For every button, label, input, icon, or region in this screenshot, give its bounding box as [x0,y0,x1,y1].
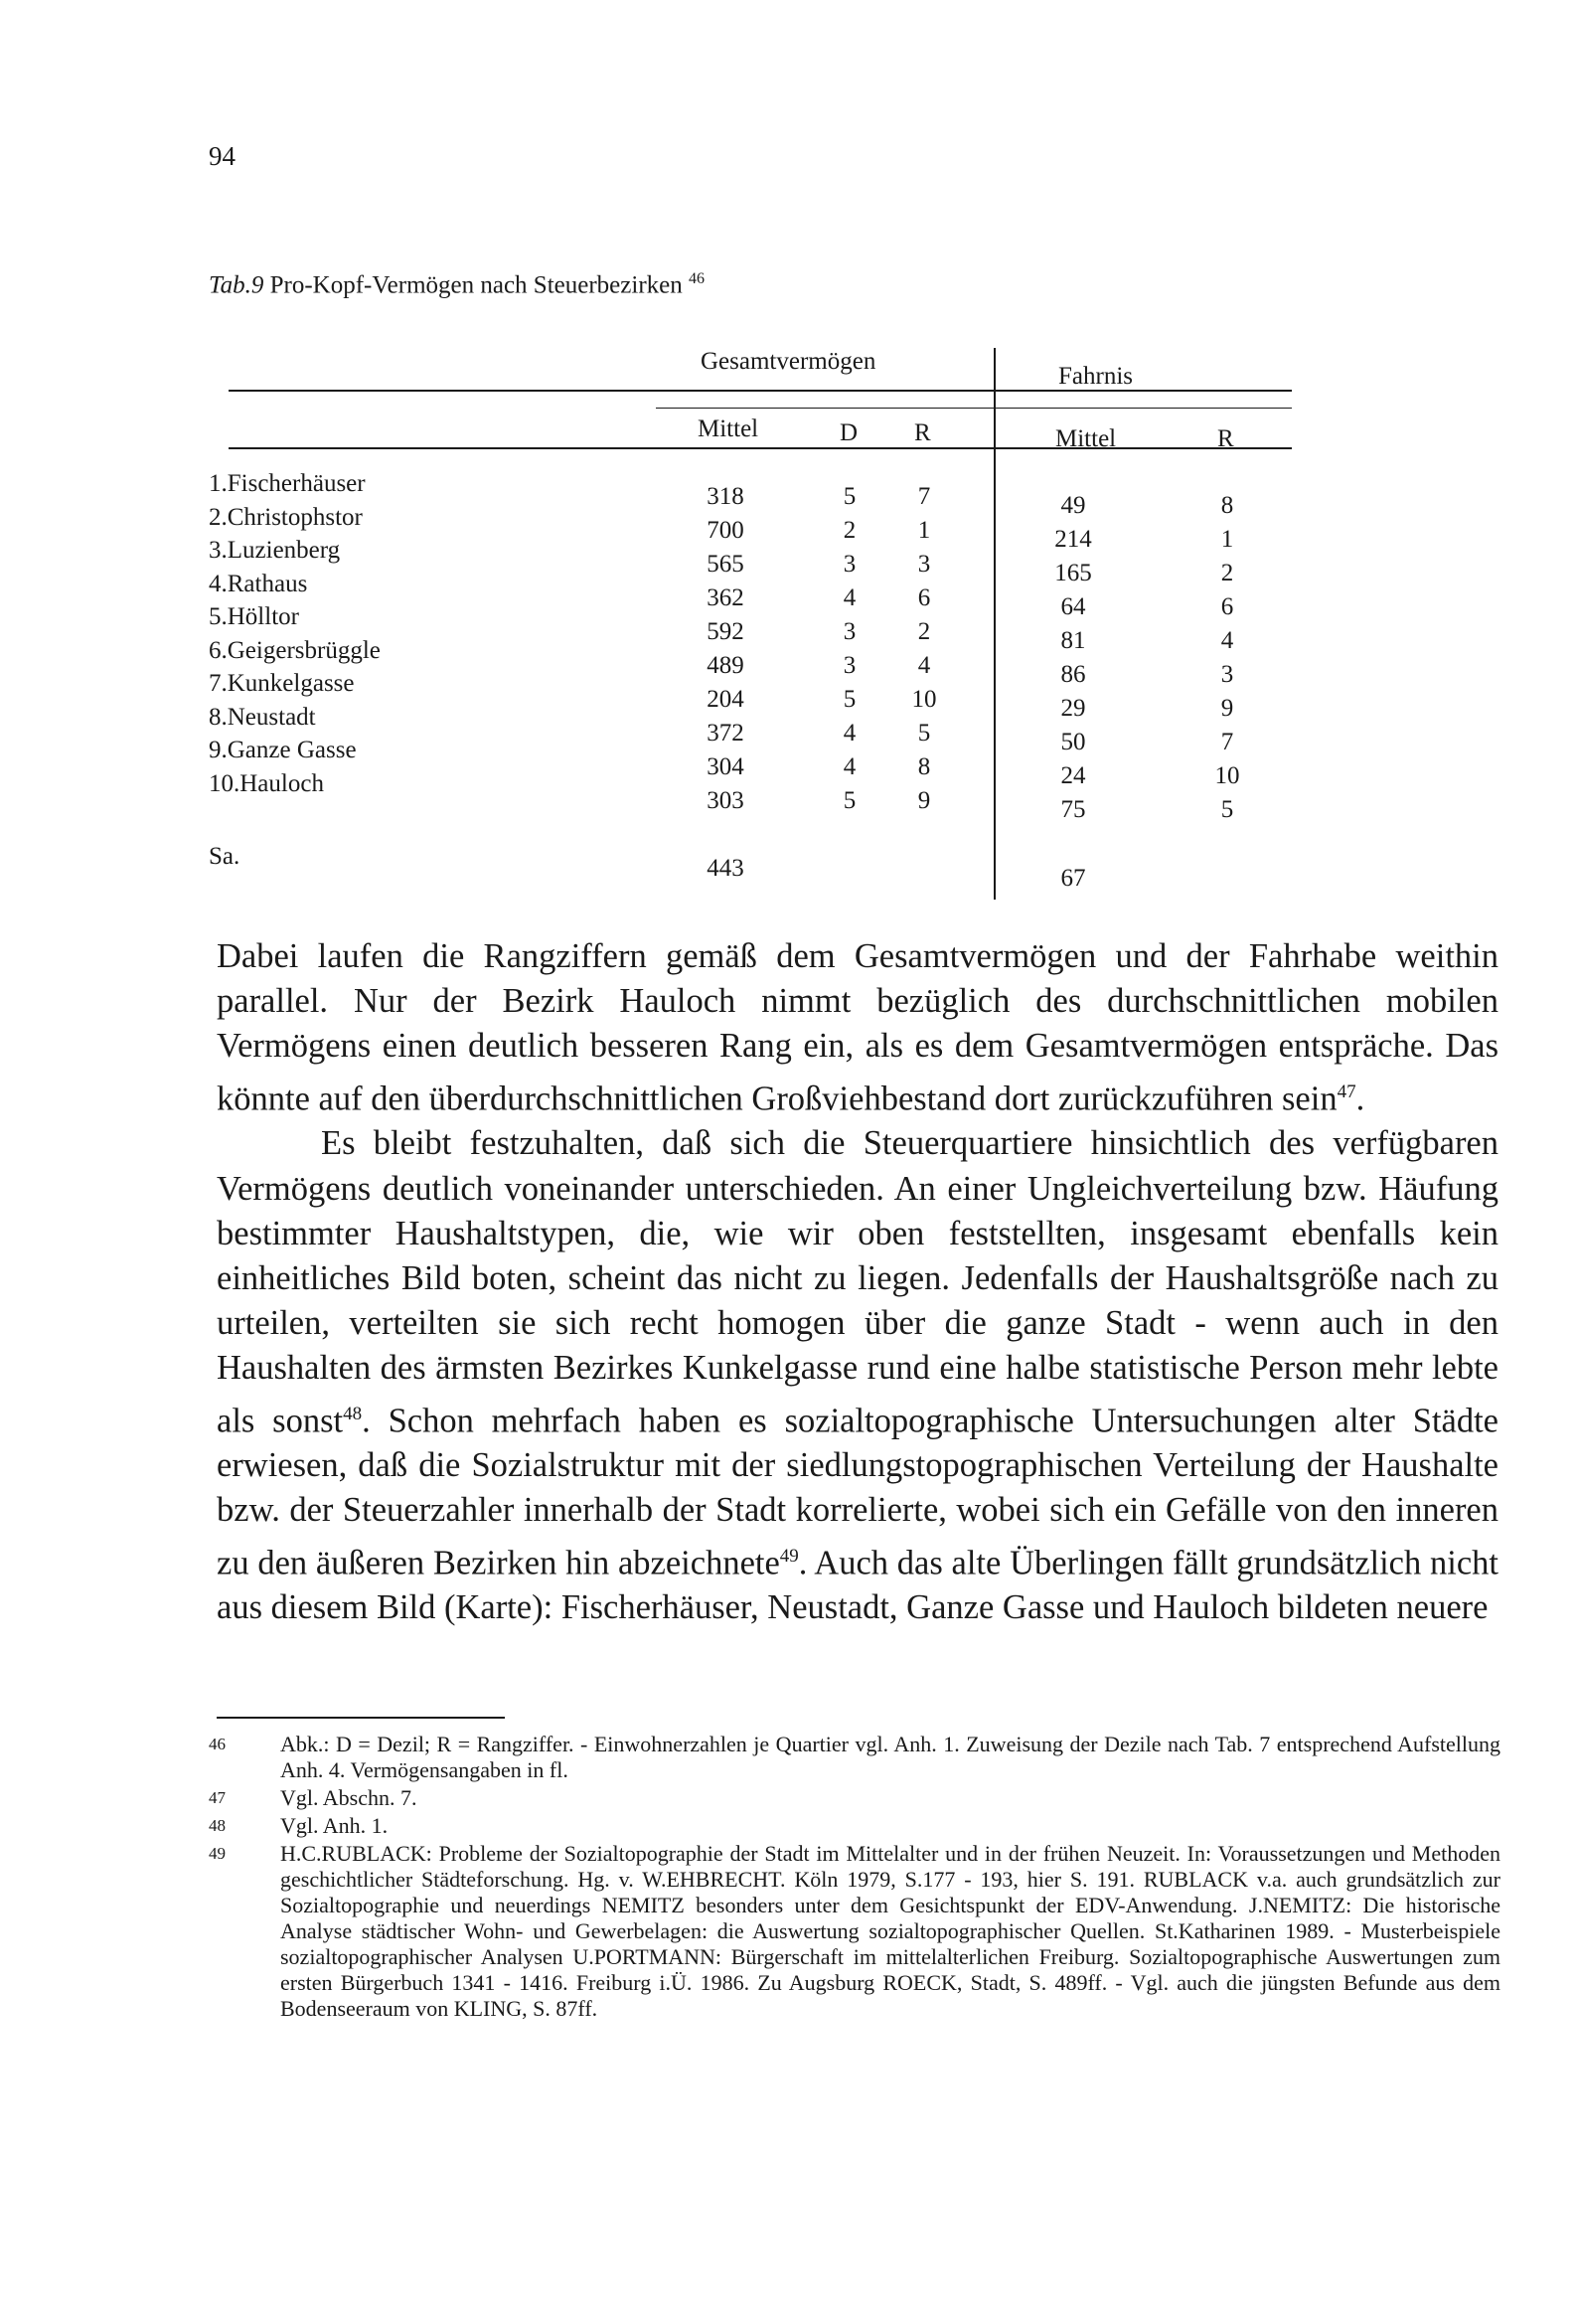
table-cell: 9 [1220,695,1234,722]
district-name: 7.Kunkelgasse [209,670,355,697]
header-fahrnis: Fahrnis [1058,363,1133,390]
footnote-number: 49 [209,1844,226,1863]
footnote-number: 46 [209,1735,226,1753]
paragraph: Es bleibt festzuhalten, daß sich die Steuerquartiere hinsichtlich des verfügbaren Vermögens deutlich voneinander unterschieden. An einer Ungleichverteilung bzw. Häufung bestimmter Haushaltstypen, die, wie wir oben feststellten, insgesamt ebenfalls kein einheitliches Bild boten, scheint das nicht zu liegen. Jedenfalls der Haushaltsgröße nach zu urteilen, verteilten sie sich recht homogen über die ganze Stadt - wenn auch in den Haushalten des ärmsten Bezirkes Kunkelgasse rund eine halbe statistische Person mehr lebte als sonst$^{48}$. Schon mehrfach haben es sozialtopographische Untersuchungen alter Städte erwiesen, daß die Sozialstruktur mit der siedlungstopographischen Verteilung der Haushalte bzw. der Steuerzahler innerhalb der Stadt korrelierte, wobei sich ein Gefälle von den inneren zu den äußeren Bezirken hin abzeichnete$^{49}$. Auch das alte Überlingen fällt grundsätzlich nicht aus diesem Bild (Karte): Fischerhäuser, Neustadt, Ganze Gasse und Hauloch bildeten neuere [217,1124,1498,1627]
table-cell: 8 [1220,492,1234,519]
table-cell: 165 [1054,560,1092,586]
district-name: 10.Hauloch [209,769,324,797]
table-cell: 4 [843,584,857,611]
table-cell: 5 [843,686,857,713]
table-cell: 24 [1060,762,1086,789]
footnote [209,1732,1500,1783]
table-cell: 6 [917,584,931,611]
table-cell: 29 [1060,695,1086,722]
table-cell: 1 [917,517,931,544]
table-cell: 64 [1060,593,1086,620]
gesamt-mittel-column [676,480,775,818]
footnotes [209,1732,1500,2024]
table-cell: 304 [707,753,744,780]
table-cell: 204 [707,686,744,713]
table-cell: 318 [707,483,744,510]
table-cell: 4 [917,652,931,679]
table-cell: 5 [917,720,931,747]
header-mittel: Mittel [698,415,759,442]
sum-label: Sa. [209,843,240,870]
footnote-text: Abk.: D = Dezil; R = Rangziffer. - Einwohnerzahlen je Quartier vgl. Anh. 1. Zuweisung der Dezile nach Tab. 7 entsprechend Aufstellung Anh. 4. Vermögensangaben in fl. [280,1732,1500,1782]
table-cell: 5 [843,787,857,814]
table-cell: 489 [707,652,744,679]
gesamt-dezil-column [825,480,874,818]
wealth-table [209,338,1292,914]
table-cell: 2 [1220,560,1234,586]
table-cell: 7 [917,483,931,510]
sum-fahrnis: 67 [1060,865,1086,892]
gesamt-rang-column [894,480,954,818]
footnote-number: 47 [209,1788,226,1807]
district-name: 5.Hölltor [209,603,299,630]
table-cell: 3 [843,551,857,578]
table-cell: 1 [1220,526,1234,553]
table-cell: 86 [1060,661,1086,688]
table-cell: 565 [707,551,744,578]
footnote-text: H.C.RUBLACK: Probleme der Sozialtopographie der Stadt im Mittelalter und in der frühen Neuzeit. In: Voraussetzungen und Methoden geschichtlicher Städteforschung. Hg. v. W.EHBRECHT. Köln 1979, S.177 - 193, hier S. 191. RUBLACK v.a. auch grundsätzlich zur Sozialtopographie und neuerdings NEMITZ besonders unter dem Gesichtspunkt der EDV-Anwendung. J.NEMITZ: Die historische Analyse städtischer Wohn- und Gewerbelagen: die Auswertung sozialtopographischer Quellen. St.Katharinen 1989. - Musterbeispiele sozialtopographischer Analysen U.PORTMANN: Bürgerschaft im mittelalterlichen Freiburg. Sozialtopographische Auswertungen zum ersten Bürgerbuch 1341 - 1416. Freiburg i.Ü. 1986. Zu Augsburg ROECK, Stadt, S. 489ff. - Vgl. auch die jüngsten Befunde aus dem Bodenseeraum von KLING, S. 87ff. [280,1841,1500,2021]
district-name: 4.Rathaus [209,570,308,597]
district-name: 2.Christophstor [209,503,363,531]
footnote-ref-47: 47 [1337,1080,1356,1102]
table-caption [209,270,705,299]
header-d: D [840,419,859,446]
table-cell: 700 [707,517,744,544]
table-cell: 2 [917,618,931,645]
table-cell: 303 [707,787,744,814]
table-label: Tab.9 [209,271,264,299]
table-cell: 4 [1220,627,1234,654]
header-fahrnis-mittel: Mittel [1055,425,1117,452]
table-cell: 6 [1220,593,1234,620]
table-cell: 4 [843,753,857,780]
footnote-text: Vgl. Abschn. 7. [280,1785,417,1810]
district-name: 1.Fischerhäuser [209,470,366,497]
table-cell: 5 [843,483,857,510]
footnote [209,1785,1500,1811]
table-cell: 372 [707,720,744,747]
district-name: 6.Geigersbrüggle [209,636,381,664]
table-cell: 75 [1060,796,1086,823]
table-divider [994,348,996,900]
fahrnis-rang-column [1192,489,1262,827]
table-cell: 5 [1220,796,1234,823]
table-cell: 81 [1060,627,1086,654]
district-name: 9.Ganze Gasse [209,737,357,763]
table-cell: 3 [1220,661,1234,688]
footnote-ref-48: 48 [343,1403,363,1424]
table-cell: 10 [911,686,937,713]
table-cell: 214 [1054,526,1092,553]
table-sub-rule [656,408,1292,409]
header-gesamtvermoegen: Gesamtvermögen [701,348,876,375]
table-cell: 4 [843,720,857,747]
fahrnis-mittel-column [1024,489,1123,827]
district-name: 3.Luzienberg [209,537,341,564]
table-cell: 3 [917,551,931,578]
footnote [209,1841,1500,2022]
table-cell: 8 [917,753,931,780]
table-cell: 9 [917,787,931,814]
district-name: 8.Neustadt [209,703,316,731]
table-cell: 362 [707,584,744,611]
table-cell: 3 [843,652,857,679]
table-header-rule [229,447,1292,449]
district-column [209,467,467,800]
table-cell: 2 [843,517,857,544]
table-cell: 49 [1060,492,1086,519]
table-cell: 3 [843,618,857,645]
body-text [217,934,1498,1631]
footnote-divider [217,1717,505,1719]
table-cell: 592 [707,618,744,645]
footnote-ref-49: 49 [779,1545,799,1567]
page-number: 94 [209,141,236,171]
table-title: Pro-Kopf-Vermögen nach Steuerbezirken [269,271,683,299]
footnote-number: 48 [209,1816,226,1835]
sum-gesamt: 443 [707,855,744,882]
footnote-text: Vgl. Anh. 1. [280,1813,389,1838]
table-cell: 7 [1220,729,1234,755]
header-fahrnis-r: R [1217,425,1234,452]
footnote-ref-46: 46 [688,270,705,287]
header-r: R [914,419,931,446]
table-cell: 10 [1214,762,1240,789]
table-cell: 50 [1060,729,1086,755]
footnote [209,1813,1500,1839]
paragraph: Dabei laufen die Rangziffern gemäß dem Gesamtvermögen und der Fahrhabe weithin parallel. Nur der Bezirk Hauloch nimmt bezüglich des durchschnittlichen mobilen Vermögens einen deutlich besseren Rang ein, als es dem Gesamtvermögen entspräche. Das könnte auf den überdurchschnittlichen Großviehbestand dort zurückzuführen sein$^{47}$. [217,937,1498,1118]
